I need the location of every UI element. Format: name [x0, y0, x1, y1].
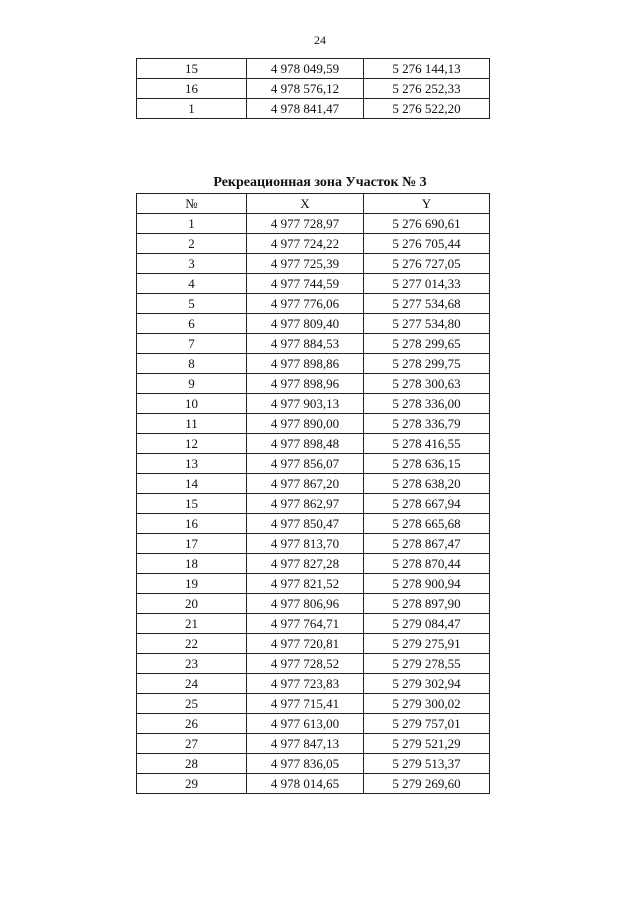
x-coordinate-cell: 4 977 856,07 [247, 454, 364, 474]
point-number-cell: 17 [137, 534, 247, 554]
x-coordinate-cell: 4 977 867,20 [247, 474, 364, 494]
point-number-cell: 6 [137, 314, 247, 334]
y-coordinate-cell: 5 279 275,91 [364, 634, 490, 654]
table-row [137, 314, 490, 334]
header-number: № [137, 194, 247, 214]
table-row [137, 294, 490, 314]
table-row [137, 394, 490, 414]
y-coordinate-cell: 5 278 665,68 [364, 514, 490, 534]
table-row [137, 414, 490, 434]
table-row [137, 99, 490, 119]
y-coordinate-cell: 5 278 870,44 [364, 554, 490, 574]
point-number-cell: 1 [137, 214, 247, 234]
point-number-cell: 22 [137, 634, 247, 654]
point-number-cell: 3 [137, 254, 247, 274]
zone-title: Рекреационная зона Участок № 3 [213, 175, 427, 190]
x-coordinate-cell: 4 977 728,52 [247, 654, 364, 674]
x-coordinate-cell: 4 977 890,00 [247, 414, 364, 434]
y-coordinate-cell: 5 278 900,94 [364, 574, 490, 594]
y-coordinate-cell: 5 277 014,33 [364, 274, 490, 294]
table-row [137, 474, 490, 494]
y-coordinate-cell: 5 276 727,05 [364, 254, 490, 274]
point-number-cell: 13 [137, 454, 247, 474]
table-row [137, 694, 490, 714]
table-row [137, 634, 490, 654]
y-coordinate-cell: 5 278 667,94 [364, 494, 490, 514]
table-row [137, 754, 490, 774]
x-coordinate-cell: 4 977 776,06 [247, 294, 364, 314]
x-coordinate-cell: 4 977 720,81 [247, 634, 364, 654]
table-row [137, 354, 490, 374]
point-number-cell: 28 [137, 754, 247, 774]
x-coordinate-cell: 4 977 821,52 [247, 574, 364, 594]
continuation-table-body [137, 59, 490, 119]
point-number-cell: 29 [137, 774, 247, 794]
y-coordinate-cell: 5 278 299,65 [364, 334, 490, 354]
point-number-cell: 25 [137, 694, 247, 714]
y-coordinate-cell: 5 276 690,61 [364, 214, 490, 234]
y-coordinate-cell: 5 279 513,37 [364, 754, 490, 774]
y-coordinate-cell: 5 278 867,47 [364, 534, 490, 554]
table-row [137, 434, 490, 454]
table-row [137, 734, 490, 754]
point-number-cell: 21 [137, 614, 247, 634]
point-number-cell: 26 [137, 714, 247, 734]
point-number-cell: 18 [137, 554, 247, 574]
y-coordinate-cell: 5 276 144,13 [364, 59, 490, 79]
y-coordinate-cell: 5 278 416,55 [364, 434, 490, 454]
x-coordinate-cell: 4 977 813,70 [247, 534, 364, 554]
header-x: X [247, 194, 364, 214]
x-coordinate-cell: 4 978 014,65 [247, 774, 364, 794]
y-coordinate-cell: 5 279 269,60 [364, 774, 490, 794]
table-row [137, 334, 490, 354]
y-coordinate-cell: 5 278 638,20 [364, 474, 490, 494]
table-row [137, 234, 490, 254]
table-row [137, 59, 490, 79]
table-row [137, 79, 490, 99]
zone-table-header [137, 194, 490, 214]
y-coordinate-cell: 5 278 300,63 [364, 374, 490, 394]
x-coordinate-cell: 4 977 723,83 [247, 674, 364, 694]
point-number-cell: 10 [137, 394, 247, 414]
x-coordinate-cell: 4 977 728,97 [247, 214, 364, 234]
x-coordinate-cell: 4 977 764,71 [247, 614, 364, 634]
header-y: Y [364, 194, 490, 214]
point-number-cell: 1 [137, 99, 247, 119]
y-coordinate-cell: 5 279 084,47 [364, 614, 490, 634]
point-number-cell: 27 [137, 734, 247, 754]
point-number-cell: 4 [137, 274, 247, 294]
table-row [137, 574, 490, 594]
x-coordinate-cell: 4 977 806,96 [247, 594, 364, 614]
x-coordinate-cell: 4 978 841,47 [247, 99, 364, 119]
y-coordinate-cell: 5 278 336,00 [364, 394, 490, 414]
x-coordinate-cell: 4 978 049,59 [247, 59, 364, 79]
table-row [137, 594, 490, 614]
point-number-cell: 20 [137, 594, 247, 614]
x-coordinate-cell: 4 977 898,86 [247, 354, 364, 374]
page-number: 24 [314, 33, 326, 47]
header-row [137, 194, 490, 214]
y-coordinate-cell: 5 277 534,80 [364, 314, 490, 334]
point-number-cell: 2 [137, 234, 247, 254]
x-coordinate-cell: 4 977 898,96 [247, 374, 364, 394]
x-coordinate-cell: 4 977 898,48 [247, 434, 364, 454]
x-coordinate-cell: 4 977 725,39 [247, 254, 364, 274]
point-number-cell: 16 [137, 79, 247, 99]
table-row [137, 454, 490, 474]
x-coordinate-cell: 4 977 613,00 [247, 714, 364, 734]
table-row [137, 714, 490, 734]
point-number-cell: 16 [137, 514, 247, 534]
y-coordinate-cell: 5 278 299,75 [364, 354, 490, 374]
y-coordinate-cell: 5 278 636,15 [364, 454, 490, 474]
y-coordinate-cell: 5 276 522,20 [364, 99, 490, 119]
x-coordinate-cell: 4 977 836,05 [247, 754, 364, 774]
y-coordinate-cell: 5 279 278,55 [364, 654, 490, 674]
point-number-cell: 9 [137, 374, 247, 394]
x-coordinate-cell: 4 978 576,12 [247, 79, 364, 99]
x-coordinate-cell: 4 977 884,53 [247, 334, 364, 354]
point-number-cell: 5 [137, 294, 247, 314]
y-coordinate-cell: 5 279 521,29 [364, 734, 490, 754]
x-coordinate-cell: 4 977 809,40 [247, 314, 364, 334]
x-coordinate-cell: 4 977 744,59 [247, 274, 364, 294]
table-row [137, 614, 490, 634]
zone-coordinates-table [136, 193, 490, 794]
y-coordinate-cell: 5 278 336,79 [364, 414, 490, 434]
point-number-cell: 19 [137, 574, 247, 594]
table-row [137, 534, 490, 554]
point-number-cell: 23 [137, 654, 247, 674]
point-number-cell: 11 [137, 414, 247, 434]
table-row [137, 374, 490, 394]
y-coordinate-cell: 5 279 757,01 [364, 714, 490, 734]
continuation-coordinates-table [136, 58, 490, 119]
point-number-cell: 15 [137, 59, 247, 79]
table-row [137, 514, 490, 534]
point-number-cell: 7 [137, 334, 247, 354]
x-coordinate-cell: 4 977 724,22 [247, 234, 364, 254]
point-number-cell: 8 [137, 354, 247, 374]
y-coordinate-cell: 5 277 534,68 [364, 294, 490, 314]
x-coordinate-cell: 4 977 827,28 [247, 554, 364, 574]
x-coordinate-cell: 4 977 847,13 [247, 734, 364, 754]
y-coordinate-cell: 5 276 252,33 [364, 79, 490, 99]
y-coordinate-cell: 5 276 705,44 [364, 234, 490, 254]
y-coordinate-cell: 5 278 897,90 [364, 594, 490, 614]
y-coordinate-cell: 5 279 302,94 [364, 674, 490, 694]
x-coordinate-cell: 4 977 903,13 [247, 394, 364, 414]
point-number-cell: 15 [137, 494, 247, 514]
point-number-cell: 12 [137, 434, 247, 454]
point-number-cell: 24 [137, 674, 247, 694]
table-row [137, 254, 490, 274]
table-row [137, 554, 490, 574]
point-number-cell: 14 [137, 474, 247, 494]
table-row [137, 774, 490, 794]
table-row [137, 654, 490, 674]
zone-table-body [137, 214, 490, 794]
y-coordinate-cell: 5 279 300,02 [364, 694, 490, 714]
table-row [137, 674, 490, 694]
x-coordinate-cell: 4 977 715,41 [247, 694, 364, 714]
x-coordinate-cell: 4 977 850,47 [247, 514, 364, 534]
table-row [137, 214, 490, 234]
x-coordinate-cell: 4 977 862,97 [247, 494, 364, 514]
table-row [137, 494, 490, 514]
table-row [137, 274, 490, 294]
